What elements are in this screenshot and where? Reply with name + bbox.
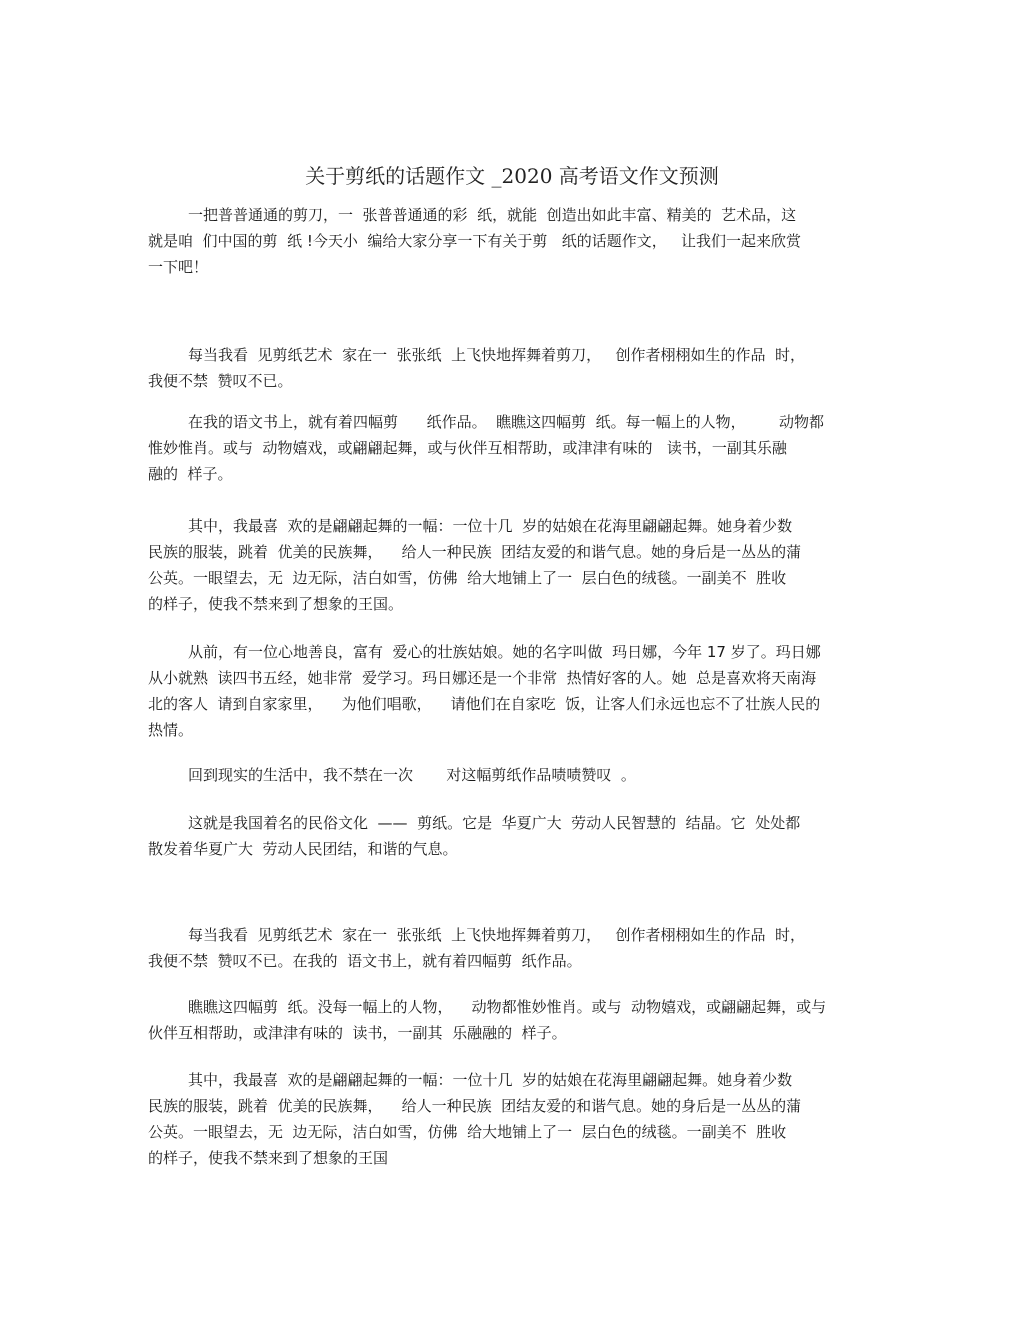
paragraph-line: 惟妙惟肖。或与 动物嬉戏，或翩翩起舞，或与伙伴互相帮助，或津津有味的 读书，一副其乐融 xyxy=(148,439,787,457)
paragraph xyxy=(148,1067,888,1171)
paragraph-line: 瞧瞧这四幅剪 纸。没每一幅上的人物， 动物都惟妙惟肖。或与 动物嬉戏，或翩翩起舞，或与 xyxy=(188,998,827,1016)
paragraph-line: 从小就熟 读四书五经，她非常 爱学习。玛日娜还是一个非常 热情好客的人。她 总是喜欢将天南海 xyxy=(148,669,817,687)
paragraph-line: 回到现实的生活中，我不禁在一次 对这幅剪纸作品啧啧赞叹 。 xyxy=(188,766,636,784)
paragraph xyxy=(148,994,888,1046)
paragraph-line: 公英。一眼望去，无 边无际，洁白如雪，仿佛 给大地铺上了一 层白色的绒毯。一副美不 胜收 xyxy=(148,1123,787,1141)
paragraph xyxy=(148,810,888,862)
document-title: 关于剪纸的话题作文 _2020 高考语文作文预测 xyxy=(305,164,719,188)
paragraph xyxy=(148,513,888,617)
paragraph-line: 一下吧！ xyxy=(148,258,209,276)
paragraph xyxy=(148,409,888,487)
paragraph-line: 每当我看 见剪纸艺术 家在一 张张纸 上飞快地挥舞着剪刀， 创作者栩栩如生的作品 时， xyxy=(188,926,805,944)
paragraph-line: 从前，有一位心地善良，富有 爱心的壮族姑娘。她的名字叫做 玛日娜，今年 17 岁了。玛日娜 xyxy=(188,643,821,661)
paragraph-line: 融的 样子。 xyxy=(148,465,233,483)
paragraph-line: 公英。一眼望去，无 边无际，洁白如雪，仿佛 给大地铺上了一 层白色的绒毯。一副美不 胜收 xyxy=(148,569,787,587)
paragraph-line: 就是咱 们中国的剪 纸 !今天小 编给大家分享一下有关于剪 纸的话题作文， 让我们一起来欣赏 xyxy=(148,232,802,250)
paragraph-line: 散发着华夏广大 劳动人民团结，和谐的气息。 xyxy=(148,840,458,858)
paragraph-intro xyxy=(148,202,888,280)
paragraph-line: 我便不禁 赞叹不已。 xyxy=(148,372,293,390)
paragraph xyxy=(148,639,888,743)
paragraph xyxy=(148,762,888,788)
paragraph-line: 的样子，使我不禁来到了想象的王国。 xyxy=(148,595,404,613)
paragraph-line: 北的客人 请到自家家里， 为他们唱歌， 请他们在自家吃 饭，让客人们永远也忘不了壮族人民的 xyxy=(148,695,821,713)
paragraph xyxy=(148,342,888,394)
paragraph-line: 民族的服装，跳着 优美的民族舞， 给人一种民族 团结友爱的和谐气息。她的身后是一丛丛的蒲 xyxy=(148,543,802,561)
paragraph-line: 我便不禁 赞叹不已。在我的 语文书上，就有着四幅剪 纸作品。 xyxy=(148,952,582,970)
paragraph-line: 民族的服装，跳着 优美的民族舞， 给人一种民族 团结友爱的和谐气息。她的身后是一丛丛的蒲 xyxy=(148,1097,802,1115)
paragraph-line: 热情。 xyxy=(148,721,194,739)
paragraph-line: 这就是我国着名的民俗文化 —— 剪纸。它是 华夏广大 劳动人民智慧的 结晶。它 处处都 xyxy=(188,814,801,832)
paragraph-line: 其中，我最喜 欢的是翩翩起舞的一幅：一位十几 岁的姑娘在花海里翩翩起舞。她身着少数 xyxy=(188,1071,793,1089)
paragraph-line: 的样子，使我不禁来到了想象的王国 xyxy=(148,1149,389,1167)
paragraph-line: 在我的语文书上，就有着四幅剪 纸作品。 瞧瞧这四幅剪 纸。每一幅上的人物， 动物都 xyxy=(188,413,825,431)
paragraph xyxy=(148,922,888,974)
paragraph-line: 每当我看 见剪纸艺术 家在一 张张纸 上飞快地挥舞着剪刀， 创作者栩栩如生的作品 时， xyxy=(188,346,805,364)
paragraph-line: 伙伴互相帮助，或津津有味的 读书，一副其 乐融融的 样子。 xyxy=(148,1024,567,1042)
paragraph-line: 一把普普通通的剪刀，一 张普普通通的彩 纸，就能 创造出如此丰富、精美的 艺术品，这 xyxy=(188,206,797,224)
paragraph-line: 其中，我最喜 欢的是翩翩起舞的一幅：一位十几 岁的姑娘在花海里翩翩起舞。她身着少数 xyxy=(188,517,793,535)
